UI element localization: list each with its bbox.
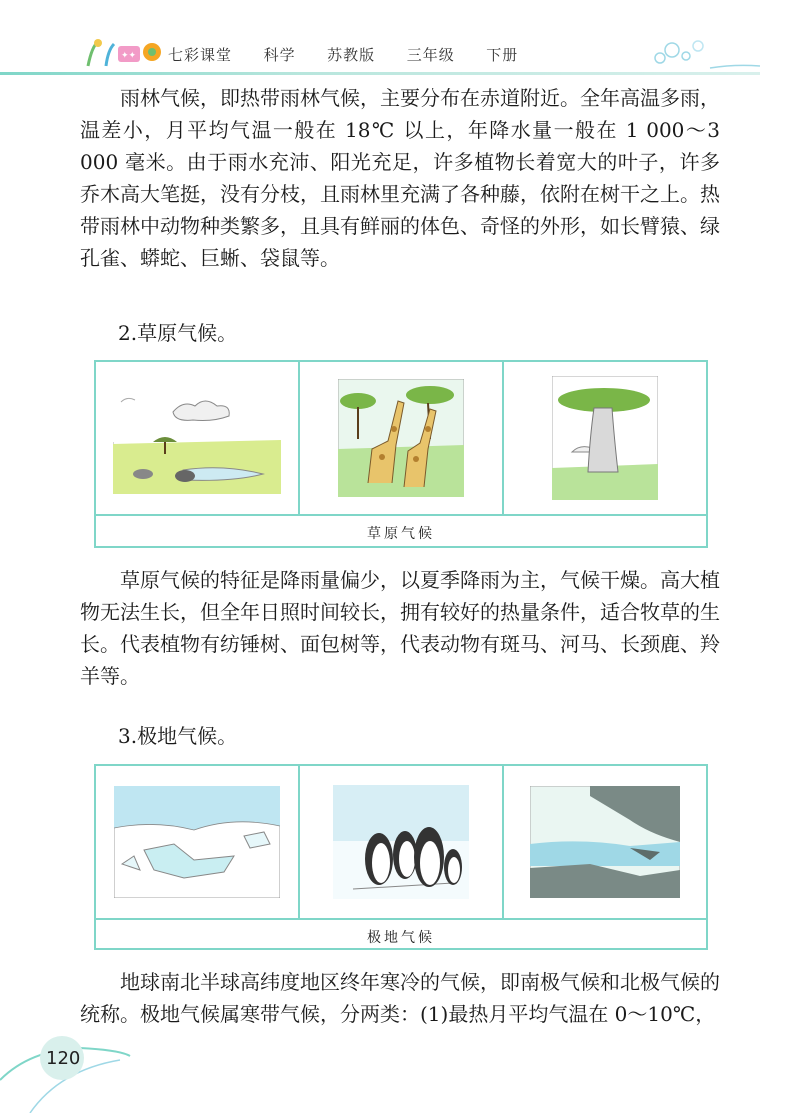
figure-polar [94,764,708,950]
figure-cell [504,362,706,514]
figure-cell [300,766,504,918]
baobab-tree-illustration [552,376,658,500]
paragraph-grassland [80,564,720,692]
figure-cell [96,362,300,514]
decorative-bubbles-icon [640,28,760,72]
figure-grassland [94,360,708,548]
page-header [0,0,800,80]
header-grade: 三年级 [406,46,455,64]
paragraph-rainforest [80,82,720,274]
figure-polar-images [96,766,706,920]
penguins-illustration [333,785,469,899]
header-volume: 下册 [486,46,519,64]
header-title [168,44,518,65]
figure-cell [504,766,706,918]
polar-coast-illustration [530,786,680,898]
paragraph-rainforest-text: 雨林气候，即热带雨林气候，主要分布在赤道附近。全年高温多雨，温差小，月平均气温一般在 18℃ 以上，年降水量一般在 1 000～3 000 毫米。由于雨水充沛、阳光充足，许多植物长着宽大的叶子，许多乔木高大笔挺，没有分枝，且雨林里充满了各种藤，依附在树干之上。热带雨林中动物种类繁多，且具有鲜丽的体色、奇怪的外形，如长臂猿、绿孔雀、蟒蛇、巨蜥、袋鼠等。 [80,86,720,270]
figure-cell [300,362,504,514]
header-series: 七彩课堂 [168,46,233,64]
heading-grassland: 2.草原气候。 [118,321,238,345]
polar-ice-illustration [114,786,280,898]
savanna-landscape-illustration [113,382,281,494]
figure-cell [96,766,300,918]
footer-decoration [0,1020,800,1113]
series-logo-icon [80,36,164,70]
header-subject: 科学 [263,46,296,64]
figure-grassland-caption: 草原气候 [367,526,435,542]
giraffes-illustration [338,379,464,497]
header-edition: 苏教版 [327,46,376,64]
paragraph-polar-text: 地球南北半球高纬度地区终年寒冷的气候，即南极气候和北极气候的统称。极地气候属寒带气候，分两类：(1)最热月平均气温在 0～10℃， [80,970,720,1026]
figure-grassland-images [96,362,706,516]
paragraph-grassland-text: 草原气候的特征是降雨量偏少，以夏季降雨为主，气候干燥。高大植物无法生长，但全年日照时间较长，拥有较好的热量条件，适合牧草的生长。代表植物有纺锤树、面包树等，代表动物有斑马、河马、长颈鹿、羚羊等。 [80,568,720,688]
header-divider [0,72,760,75]
svg-text:✦✦: ✦✦ [121,51,137,61]
heading-polar: 3.极地气候。 [118,724,238,748]
page-number: 120 [46,1048,81,1069]
figure-polar-caption: 极地气候 [367,930,435,946]
